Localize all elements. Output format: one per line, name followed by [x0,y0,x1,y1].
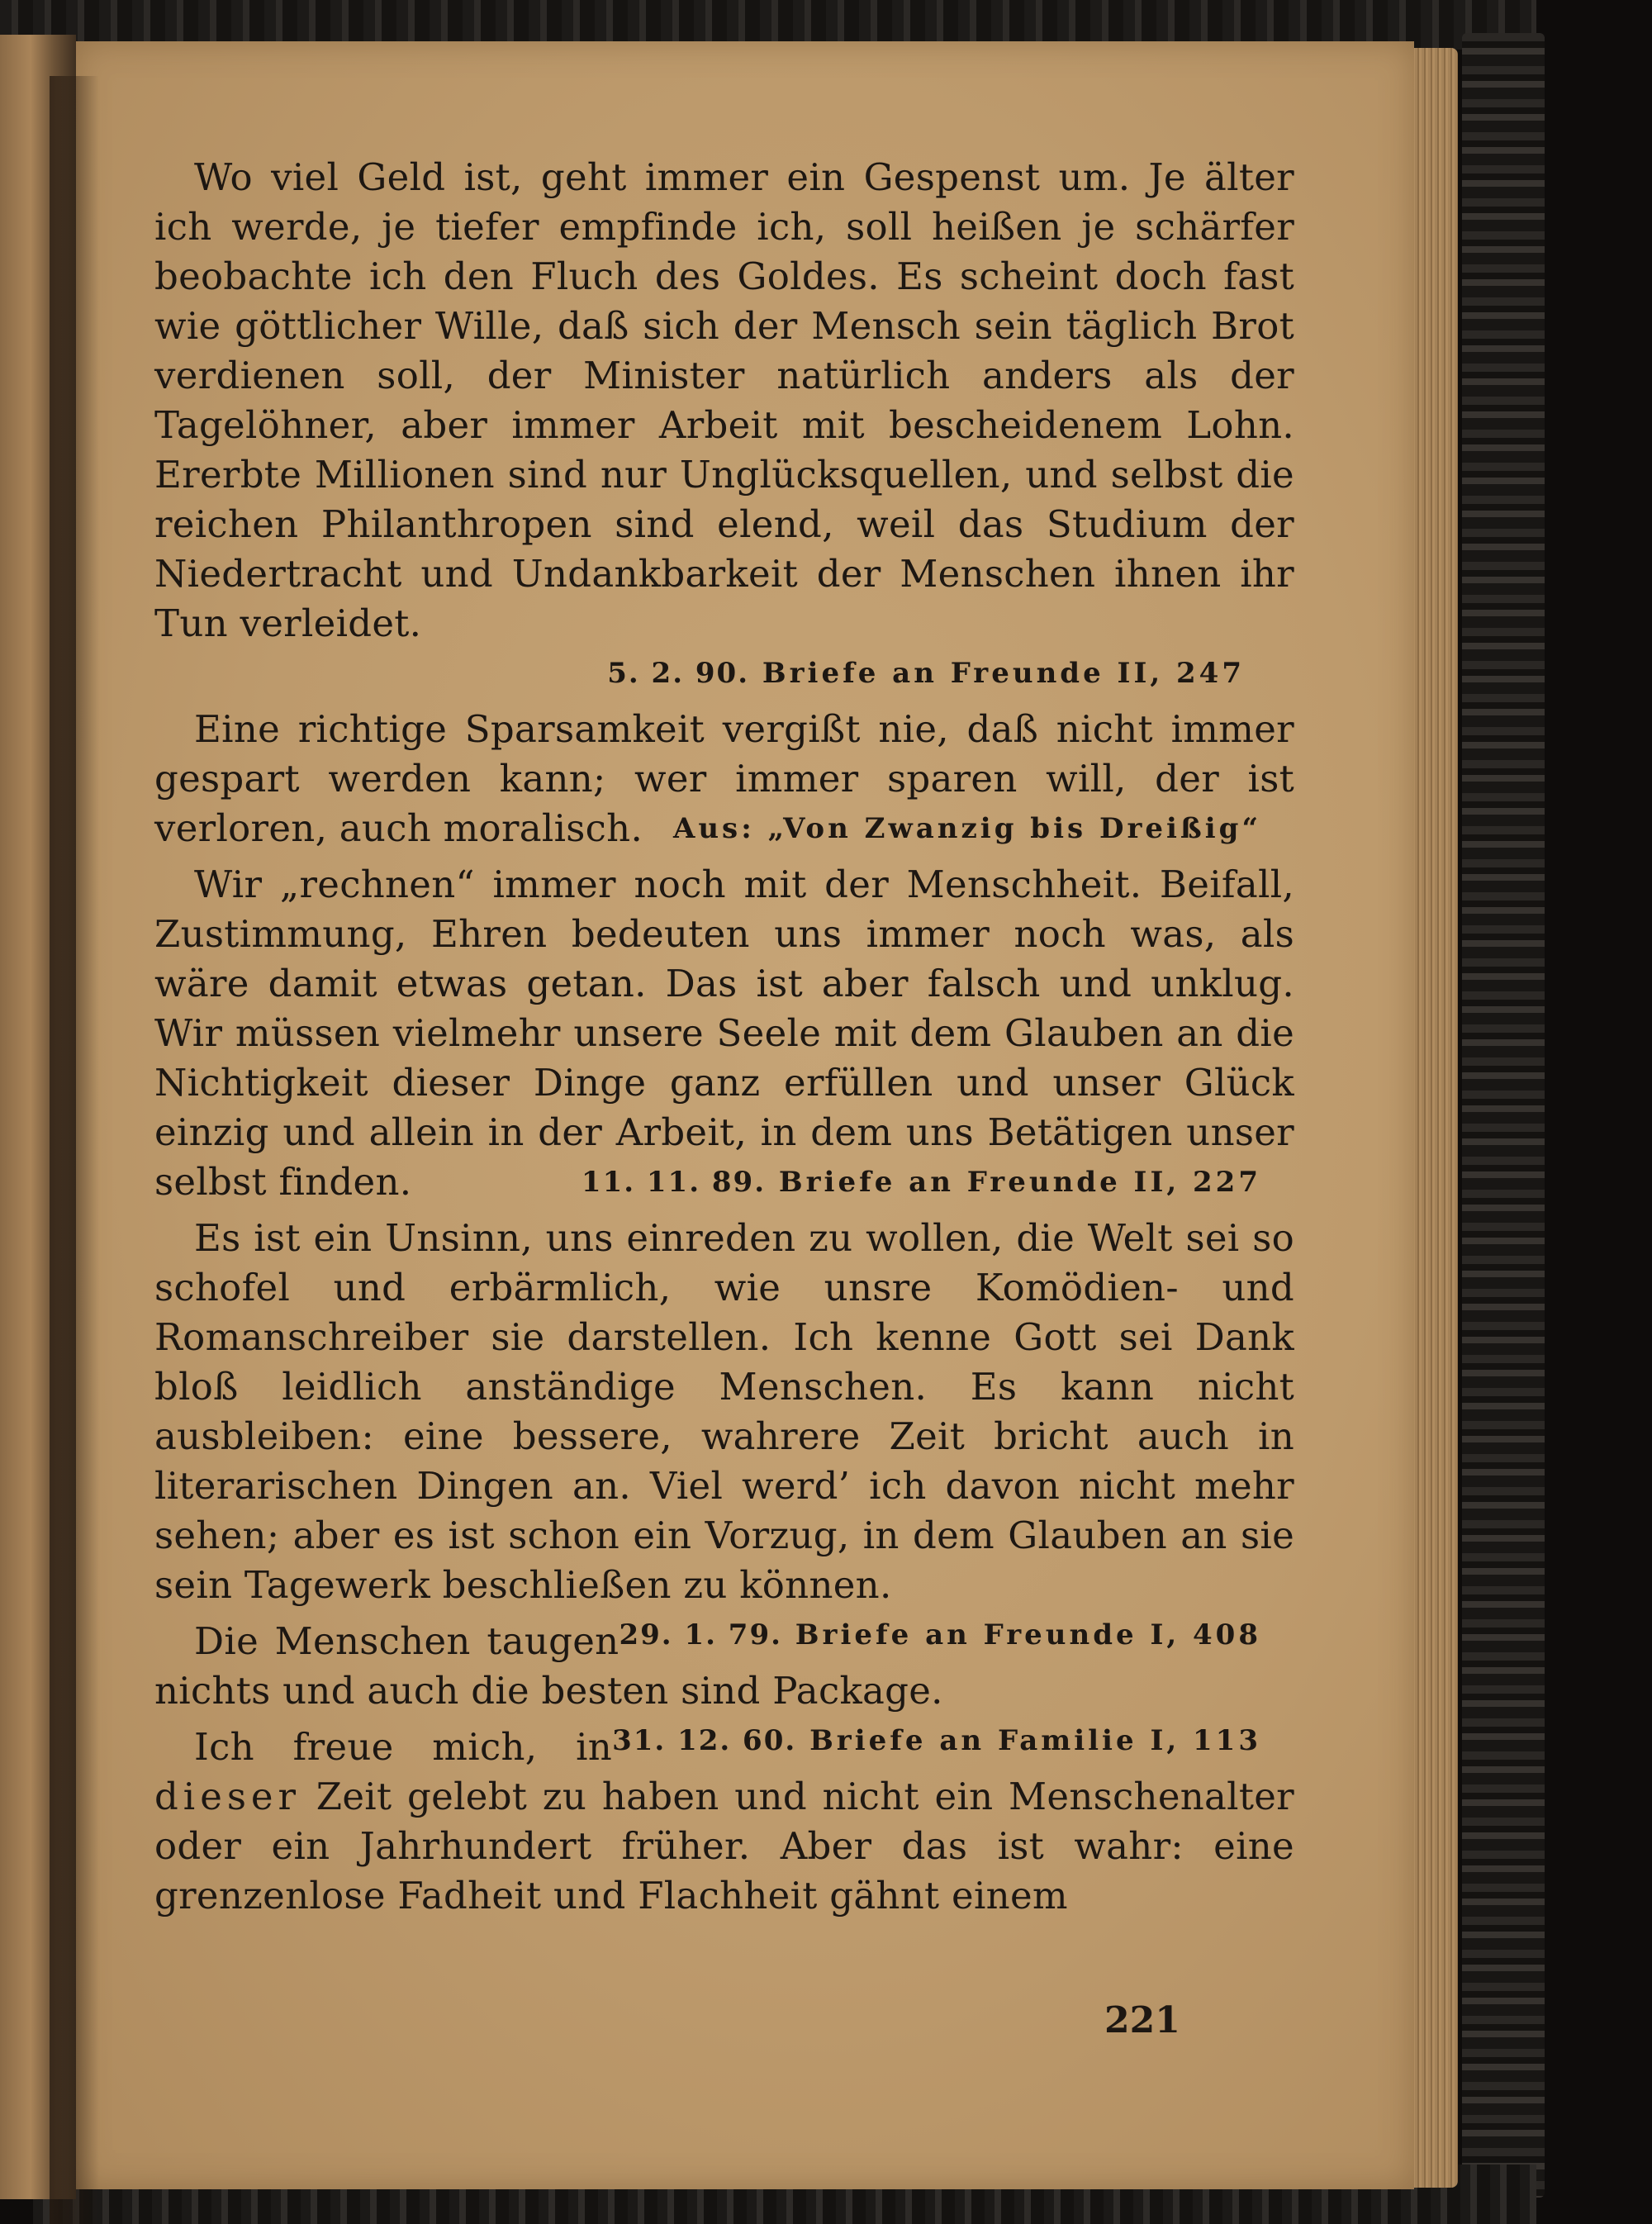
cover-right-edge [1462,33,1545,2198]
citation [612,1716,1294,1765]
quote-paragraph [154,860,1294,1207]
spine-shadow [50,76,99,2224]
page-stack-edge [1408,48,1458,2188]
citation-source: Briefe an Familie I, 113 [809,1724,1261,1757]
citation-source: Briefe an Freunde II, 227 [778,1166,1261,1199]
quote-text: Eine richtige Sparsamkeit vergißt nie, daß nicht immer gespart werden kann; wer immer sparen will, der ist verloren, auch moralisch. [154,707,1294,850]
citation [154,649,1294,698]
page-text [154,153,1294,1921]
quote-paragraph [154,153,1294,698]
citation-source: Aus: „Von Zwanzig bis Dreißig“ [672,812,1261,845]
quote-text: Es ist ein Unsinn, uns einreden zu wollen, die Welt sei so schofel und erbärmlich, wie unsre Komödien- und Romanschreiber sie darstellen. Ich kenne Gott sei Dank bloß leidlich anständige Menschen. Es kann nicht ausbleiben: eine bessere, wahrere Zeit bricht auch in literarischen Dingen an. Viel werd’ ich davon nicht mehr sehen; aber es ist schon ein Vorzug, in dem Glauben an sie sein Tagewerk beschließen zu können. [154,1216,1294,1607]
quote-text: Zeit gelebt zu haben und nicht ein Menschenalter oder ein Jahrhundert früher. Aber das ist wahr: eine grenzenlose Fadheit und Flachheit gähnt einem [154,1775,1294,1917]
citation-date: 5. 2. 90. [607,657,750,690]
quote-paragraph [154,1214,1294,1651]
citation [582,1157,1294,1207]
citation-date: 31. 12. 60. [612,1724,797,1757]
page-number: 221 [1104,1999,1180,2041]
citation-source: Briefe an Freunde II, 247 [762,657,1245,690]
citation-date: 11. 11. 89. [581,1166,767,1199]
citation-source: Briefe an Freunde I, 408 [795,1618,1261,1651]
citation-date: 29. 1. 79. [619,1618,782,1651]
quote-paragraph [154,705,1294,853]
citation [673,804,1294,853]
quote-text: Wo viel Geld ist, geht immer ein Gespenst um. Je älter ich werde, je tiefer empfinde ich, soll heißen je schärfer beobachte ich den Fluch des Goldes. Es scheint doch fast wie göttlicher Wille, daß sich der Mensch sein täglich Brot verdienen soll, der Minister natürlich anders als der Tagelöhner, aber immer Arbeit mit bescheidenem Lohn. Ererbte Millionen sind nur Unglücksquellen, und selbst die reichen Philanthropen sind elend, weil das Studium der Niedertracht und Undankbarkeit der Menschen ihnen ihr Tun verleidet. [154,155,1294,645]
citation [619,1610,1294,1660]
quote-text: Die Menschen taugen nichts und auch die besten sind Package. [154,1619,943,1713]
book-page [76,41,1414,2189]
quote-text: Ich freue mich, in [194,1725,613,1769]
quote-text: Wir „rechnen“ immer noch mit der Menschheit. Beifall, Zustimmung, Ehren bedeuten uns immer noch was, als wäre damit etwas getan. Das ist aber falsch und unklug. Wir müssen vielmehr unsere Seele mit dem Glauben an die Nichtigkeit dieser Dinge ganz erfüllen und unser Glück einzig und allein in der Arbeit, in dem uns Betätigen unser selbst finden. [154,863,1294,1204]
emphasized-word: dieser [154,1775,301,1818]
